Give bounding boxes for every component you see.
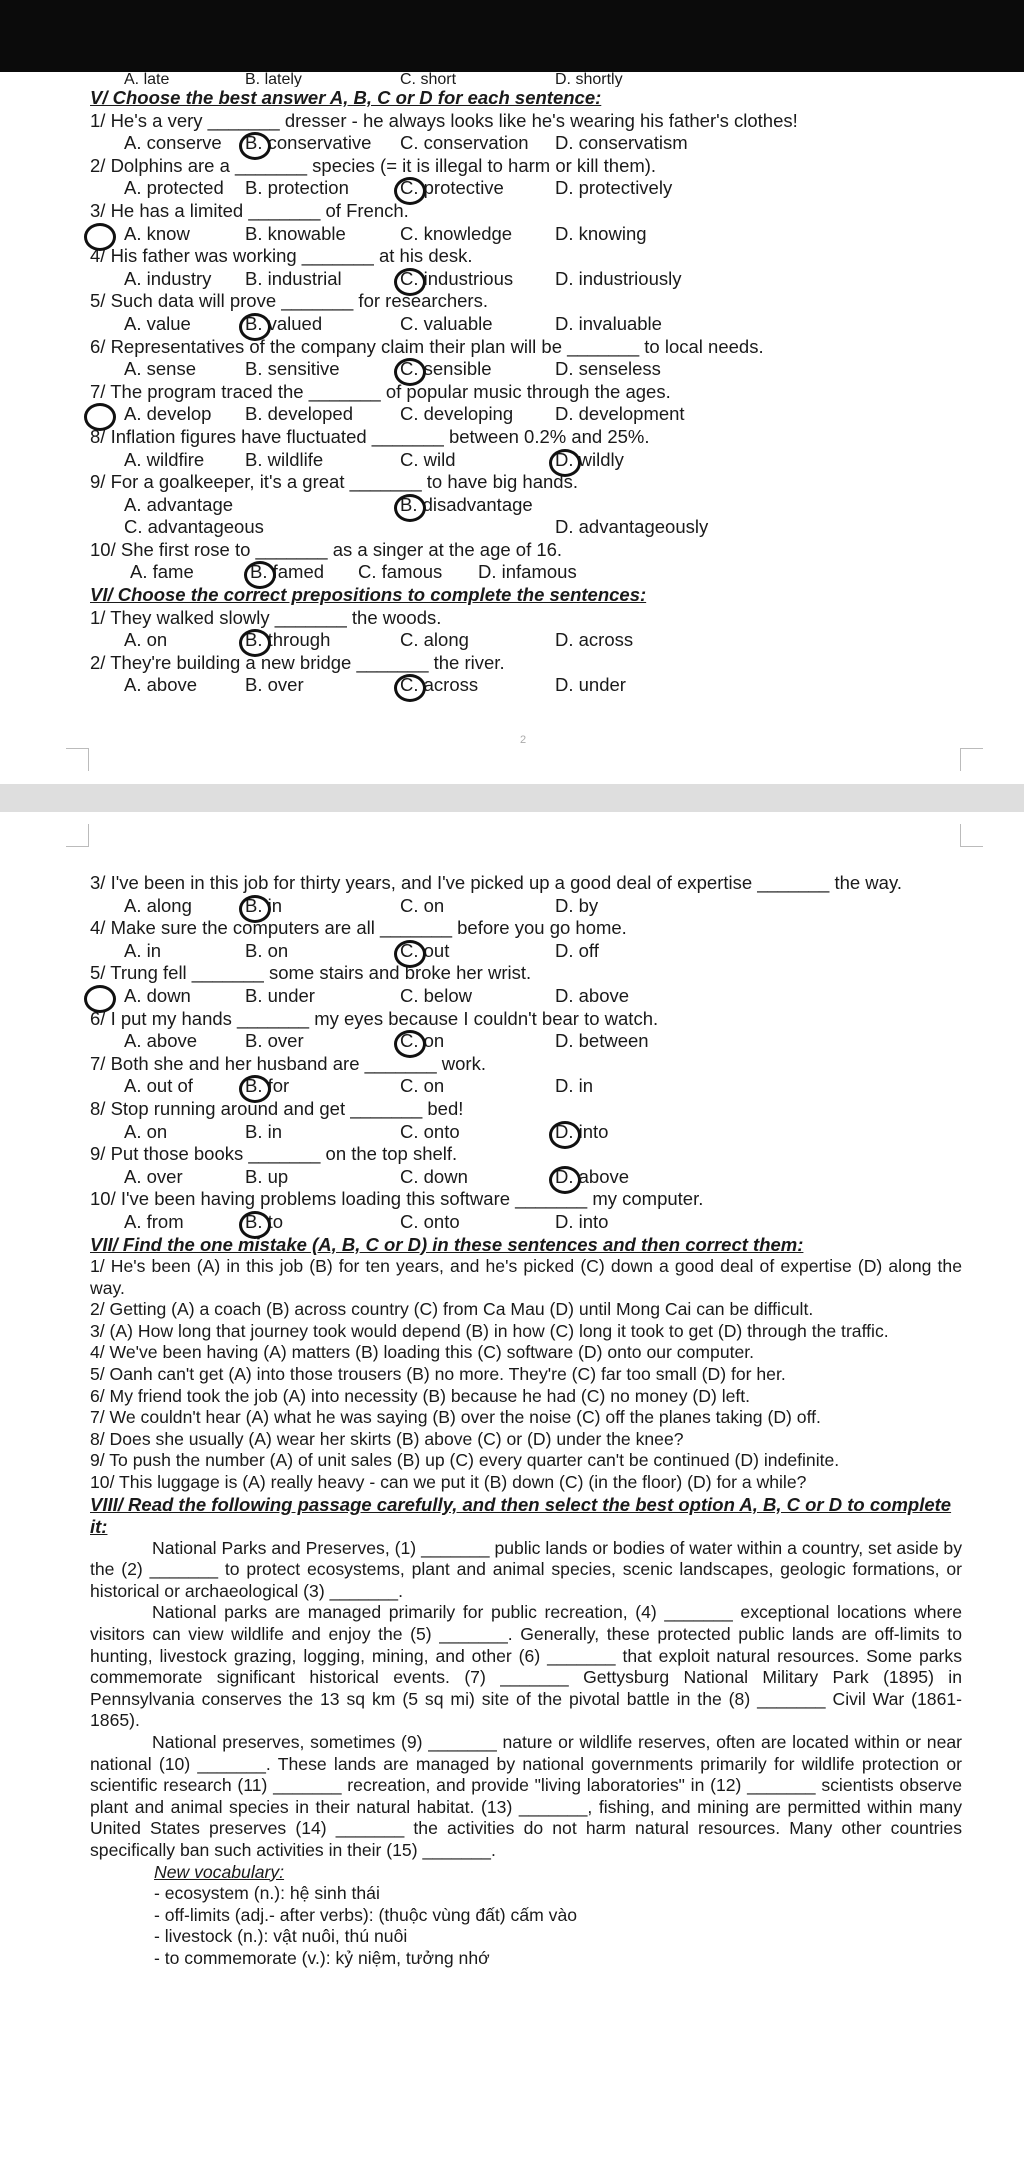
answer-options xyxy=(90,313,962,336)
option-b-selected: B. conservative xyxy=(245,132,400,155)
section-5-q3 xyxy=(90,200,962,245)
section-7-heading: VII/ Find the one mistake (A, B, C or D) in these sentences and then correct them: xyxy=(90,1233,804,1255)
section-5-q8 xyxy=(90,426,962,471)
option-d: D. off xyxy=(555,939,599,961)
section-6-q5 xyxy=(90,962,962,1007)
answer-options xyxy=(90,985,962,1008)
answer-options xyxy=(90,177,962,200)
answer-options xyxy=(90,629,962,652)
vocab-item: - livestock (n.): vật nuôi, thú nuôi xyxy=(154,1926,408,1947)
answer-options-row-2 xyxy=(90,516,962,539)
option-b: B. sensitive xyxy=(245,358,340,380)
option-c: C. valuable xyxy=(400,312,493,334)
section-5-heading: V/ Choose the best answer A, B, C or D for each sentence: xyxy=(90,87,602,108)
section-8-heading: VIII/ Read the following passage carefully, and then select the best option A, B, C or D to complete it: xyxy=(90,1493,952,1537)
option-d-selected: D. above xyxy=(555,1166,755,1189)
answer-options xyxy=(90,1211,962,1234)
section-5-q1 xyxy=(90,110,962,155)
section-5-q9 xyxy=(90,471,962,539)
option-d: D. conservatism xyxy=(555,132,688,154)
section-7-item: 7/ We couldn't hear (A) what he was saying (B) over the noise (C) off the planes taking (D) off. xyxy=(90,1407,821,1428)
section-7-item: 2/ Getting (A) a coach (B) across country (C) from Ca Mau (D) until Mong Cai can be difficult. xyxy=(90,1299,814,1320)
vocab-item: - to commemorate (v.): kỷ niệm, tưởng nhớ xyxy=(154,1947,490,1968)
question-text: 8/ Stop running around and get _______ bed! xyxy=(90,1097,464,1119)
option-d-selected: D. into xyxy=(555,1121,755,1144)
option-c: C. below xyxy=(400,984,472,1006)
option-b: B. wildlife xyxy=(245,448,324,470)
option-c-selected: C. across xyxy=(400,674,555,697)
option-a: A. above xyxy=(124,674,198,696)
section-5-q5 xyxy=(90,290,962,335)
option-a: A. from xyxy=(124,1210,184,1232)
option-a: A. fame xyxy=(130,561,194,583)
question-text: 8/ Inflation figures have fluctuated _______ between 0.2% and 25%. xyxy=(90,425,650,447)
section-7-item: 9/ To push the number (A) of unit sales (B) up (C) every quarter can't be continued (D) indefinite. xyxy=(90,1450,840,1471)
option-c: C. down xyxy=(400,1165,468,1187)
option-d: D. into xyxy=(555,1210,609,1232)
option-d: D. above xyxy=(555,984,630,1006)
section-6-q10 xyxy=(90,1188,962,1233)
option-a: A. out of xyxy=(124,1075,193,1097)
option-c: C. onto xyxy=(400,1210,460,1232)
passage-paragraph: National Parks and Preserves, (1) _______ public lands or bodies of water within a country, set aside by the (2) _______ to protect ecosystems, plant and animal species, scenic landscapes, geologic formations, or historical or archaeological (3) _______. xyxy=(90,1537,962,1601)
question-text: 2/ Dolphins are a _______ species (= it is illegal to harm or kill them). xyxy=(90,154,657,176)
section-6-q2 xyxy=(90,652,962,697)
option-b-selected: B. in xyxy=(245,895,400,918)
option-c-selected: C. industrious xyxy=(400,268,555,291)
section-5-q2 xyxy=(90,155,962,200)
option-b: B. over xyxy=(245,674,304,696)
document-page-1 xyxy=(0,72,1024,784)
option-c: C. on xyxy=(400,894,445,916)
vocabulary-list xyxy=(90,1862,962,1970)
option-b: B. in xyxy=(245,1120,283,1142)
option-a: A. value xyxy=(124,312,191,334)
option-c: C. conservation xyxy=(400,132,529,154)
option-d: D. development xyxy=(555,403,685,425)
answer-options xyxy=(90,940,962,963)
option-d: D. senseless xyxy=(555,358,661,380)
question-text: 9/ Put those books _______ on the top shelf. xyxy=(90,1143,458,1165)
option-d: D. invaluable xyxy=(555,312,662,334)
option-c: C. advantageous xyxy=(124,516,264,538)
top-black-bar xyxy=(0,0,1024,72)
section-6-q6 xyxy=(90,1008,962,1053)
option-b: B. industrial xyxy=(245,267,342,289)
section-7-item: 10/ This luggage is (A) really heavy - can we put it (B) down (C) (in the floor) (D) for a while? xyxy=(90,1472,807,1493)
option-d: D. infamous xyxy=(478,561,577,583)
option-b-selected: B. famed xyxy=(250,561,358,584)
answer-options xyxy=(90,1121,962,1144)
option-c: C. famous xyxy=(358,561,443,583)
option-c-selected: C. sensible xyxy=(400,358,555,381)
option-c: C. onto xyxy=(400,1120,460,1142)
answer-options xyxy=(90,1030,962,1053)
option-a: A. along xyxy=(124,894,192,916)
option-c-selected: C. on xyxy=(400,1030,555,1053)
option-b-selected: B. disadvantage xyxy=(400,494,555,517)
option-c-selected: C. protective xyxy=(400,177,555,200)
cut-off-options xyxy=(90,72,962,87)
section-7-item: 1/ He's been (A) in this job (B) for ten years, and he's picked (C) down a good deal of expertise (D) along the way. xyxy=(90,1256,962,1298)
page-corner-mark xyxy=(66,824,89,847)
option: B. lately xyxy=(245,72,302,87)
page-corner-mark xyxy=(66,748,89,771)
option-a: A. sense xyxy=(124,358,196,380)
option-a: A. above xyxy=(124,1030,198,1052)
option-b: B. over xyxy=(245,1030,304,1052)
option-a-selected: A. down xyxy=(90,985,245,1008)
question-text: 9/ For a goalkeeper, it's a great _______ to have big hands. xyxy=(90,471,578,493)
question-text: 1/ They walked slowly _______ the woods. xyxy=(90,606,442,628)
option-b: B. under xyxy=(245,984,315,1006)
option-d: D. industriously xyxy=(555,267,682,289)
option-b-selected: B. to xyxy=(245,1211,400,1234)
answer-options xyxy=(90,895,962,918)
answer-options-row-1 xyxy=(90,494,962,517)
option-a: A. on xyxy=(124,1120,168,1142)
vocabulary-title: New vocabulary: xyxy=(154,1861,285,1882)
section-6-q3 xyxy=(90,872,962,917)
option-d: D. in xyxy=(555,1075,594,1097)
option: C. short xyxy=(400,72,457,87)
option-b: B. on xyxy=(245,939,289,961)
option-c: C. knowledge xyxy=(400,222,513,244)
answer-options xyxy=(90,1166,962,1189)
section-5-q4 xyxy=(90,245,962,290)
option-a: A. protected xyxy=(124,177,224,199)
option-a: A. conserve xyxy=(124,132,222,154)
answer-options xyxy=(90,223,962,246)
option-d: D. between xyxy=(555,1030,649,1052)
section-7-item: 5/ Oanh can't get (A) into those trousers (B) no more. They're (C) far too small (D) for her. xyxy=(90,1364,786,1385)
section-6-q7 xyxy=(90,1053,962,1098)
option-d: D. knowing xyxy=(555,222,647,244)
option-b: B. knowable xyxy=(245,222,346,244)
option-d-selected: D. wildly xyxy=(555,449,755,472)
answer-options xyxy=(90,674,962,697)
page-2-content xyxy=(90,872,962,1970)
question-text: 5/ Trung fell _______ some stairs and broke her wrist. xyxy=(90,962,532,984)
option-b-selected: B. for xyxy=(245,1075,400,1098)
page-corner-mark xyxy=(960,824,983,847)
option-c: C. along xyxy=(400,629,469,651)
question-text: 7/ Both she and her husband are _______ work. xyxy=(90,1052,486,1074)
option-a: A. wildfire xyxy=(124,448,205,470)
section-7-item: 8/ Does she usually (A) wear her skirts (B) above (C) or (D) under the knee? xyxy=(90,1428,684,1449)
option-b: B. developed xyxy=(245,403,354,425)
page-1-content xyxy=(90,72,962,697)
answer-options xyxy=(90,449,962,472)
question-text: 4/ Make sure the computers are all _______ before you go home. xyxy=(90,917,627,939)
option-b: B. up xyxy=(245,1165,289,1187)
section-6-heading: VI/ Choose the correct prepositions to complete the sentences: xyxy=(90,584,647,606)
vocab-item: - off-limits (adj.- after verbs): (thuộc vùng đất) cấm vào xyxy=(154,1904,578,1925)
answer-options xyxy=(90,268,962,291)
option-a: A. advantage xyxy=(124,493,234,515)
answer-options xyxy=(90,1075,962,1098)
option-d: D. advantageously xyxy=(555,516,709,538)
answer-options xyxy=(90,358,962,381)
option-b-selected: B. through xyxy=(245,629,400,652)
section-5-q10 xyxy=(90,539,962,584)
option-a: A. industry xyxy=(124,267,212,289)
vocab-item: - ecosystem (n.): hệ sinh thái xyxy=(154,1883,380,1904)
option-d: D. under xyxy=(555,674,626,696)
option-a-selected: A. develop xyxy=(90,403,245,426)
option-d: D. by xyxy=(555,894,599,916)
option-d: D. across xyxy=(555,629,634,651)
option-c-selected: C. out xyxy=(400,940,555,963)
option-a: A. over xyxy=(124,1165,183,1187)
question-text: 5/ Such data will prove _______ for researchers. xyxy=(90,290,488,312)
page-corner-mark xyxy=(960,748,983,771)
question-text: 4/ His father was working _______ at his desk. xyxy=(90,245,473,267)
question-text: 6/ I put my hands _______ my eyes because I couldn't bear to watch. xyxy=(90,1007,659,1029)
answer-options xyxy=(90,561,962,584)
option-d: D. protectively xyxy=(555,177,673,199)
page-number: 2 xyxy=(520,734,527,746)
question-text: 6/ Representatives of the company claim their plan will be _______ to local needs. xyxy=(90,335,764,357)
page-separator xyxy=(0,784,1024,812)
section-6-q8 xyxy=(90,1098,962,1143)
question-text: 7/ The program traced the _______ of popular music through the ages. xyxy=(90,380,671,402)
option-b: B. protection xyxy=(245,177,349,199)
passage-paragraph: National parks are managed primarily for public recreation, (4) _______ exceptional locations where visitors can view wildlife and enjoy the (5) _______. Generally, these protected public lands are off-limits to hunting, livestock grazing, logging, mining, and other (6) _______ that exploit natural resources. Some parks commemorate significant historical events. (7) _______ Gettysburg National Military Park (1895) in Pennsylvania conserves the 13 sq km (5 sq mi) site of the pivotal battle in the (8) _______ Civil War (1861-1865). xyxy=(90,1602,962,1731)
section-7-item: 6/ My friend took the job (A) into necessity (B) because he had (C) no money (D) left. xyxy=(90,1385,751,1406)
question-text: 10/ I've been having problems loading this software _______ my computer. xyxy=(90,1188,704,1210)
option-a: A. in xyxy=(124,939,162,961)
option-a: A. on xyxy=(124,629,168,651)
answer-options xyxy=(90,403,962,426)
question-text: 1/ He's a very _______ dresser - he always looks like he's wearing his father's clothes! xyxy=(90,109,798,131)
option-a-selected: A. know xyxy=(90,223,245,246)
option: D. shortly xyxy=(555,72,623,87)
section-6-q4 xyxy=(90,917,962,962)
section-6-q1 xyxy=(90,607,962,652)
section-7-item: 3/ (A) How long that journey took would depend (B) in how (C) long it took to get (D) through the traffic. xyxy=(90,1320,889,1341)
document-page-2 xyxy=(0,812,1024,2162)
passage-paragraph: National preserves, sometimes (9) _______ nature or wildlife reserves, often are located within or near national (10) _______. These lands are managed by national governments primarily for wildlife protection or scientific research (11) _______ recreation, and provide "living laboratories" in (12) _______ scientists observe plant and animal species in their natural habitat. (13) _______, fishing, and mining are permitted within many United States preserves (14) _______ the activities do not harm natural resources. Many other countries specifically ban such activities in their (15) _______. xyxy=(90,1731,962,1860)
section-5-q7 xyxy=(90,381,962,426)
section-5-q6 xyxy=(90,336,962,381)
option-b-selected: B. valued xyxy=(245,313,400,336)
question-text: 3/ I've been in this job for thirty years, and I've picked up a good deal of expertise _______ the way. xyxy=(90,872,902,893)
section-7-item: 4/ We've been having (A) matters (B) loading this (C) software (D) onto our computer. xyxy=(90,1342,755,1363)
option: A. late xyxy=(124,72,170,87)
option-c: C. on xyxy=(400,1075,445,1097)
option-c: C. wild xyxy=(400,448,456,470)
question-text: 3/ He has a limited _______ of French. xyxy=(90,199,409,221)
option-c: C. developing xyxy=(400,403,514,425)
question-text: 2/ They're building a new bridge _______ the river. xyxy=(90,651,505,673)
question-text: 10/ She first rose to _______ as a singer at the age of 16. xyxy=(90,538,563,560)
section-6-q9 xyxy=(90,1143,962,1188)
answer-options xyxy=(90,132,962,155)
